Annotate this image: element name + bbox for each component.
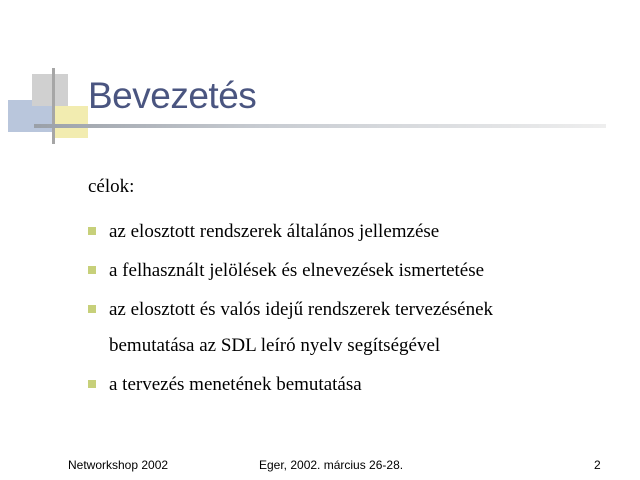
square-bullet-icon [88,305,96,313]
footer-page-number: 2 [594,458,601,472]
bullet-text: a felhasznált jelölések és elnevezések ismertetése [109,260,485,281]
bullet-item [88,214,608,250]
intro-text: célok: [88,176,135,197]
bullet-text: az elosztott és valós idejű rendszerek tervezésének [109,299,494,320]
slide-title: Bevezetés [88,75,257,116]
footer-event: Networkshop 2002 [68,458,169,472]
bullet-text: a tervezés menetének bemutatása [109,374,362,395]
square-bullet-icon [88,380,96,388]
bullet-item [88,253,608,289]
title-underline [34,124,606,128]
square-bullet-icon [88,266,96,274]
bullet-item [88,367,608,403]
bullet-list [88,214,608,406]
bullet-item [88,292,608,364]
decorative-logo-blocks [8,68,98,144]
bullet-text-continuation: bemutatása az SDL leíró nyelv segítségével [109,335,441,356]
footer-location-date: Eger, 2002. március 26-28. [259,458,404,472]
bullet-text: az elosztott rendszerek általános jellemzése [109,221,440,242]
square-bullet-icon [88,227,96,235]
